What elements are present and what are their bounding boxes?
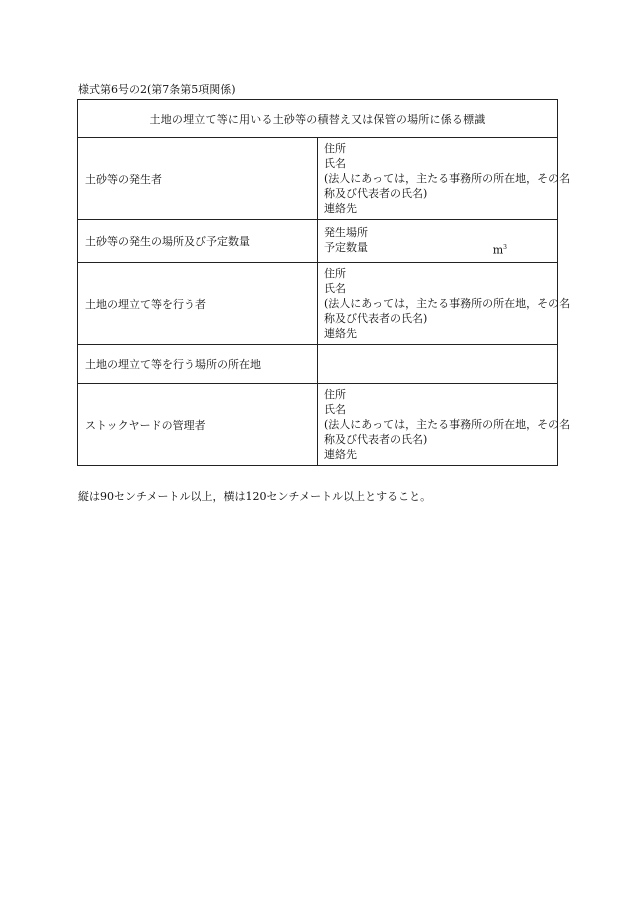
landfiller-contact: 連絡先 — [324, 327, 357, 340]
generator-details — [318, 138, 571, 220]
origin-details — [318, 220, 558, 263]
landfiller-details — [318, 263, 571, 345]
landfiller-label: 土地の埋立て等を行う者 — [78, 263, 318, 345]
row-origin — [78, 220, 558, 263]
landfiller-corp-note-1: (法人にあっては，主たる事務所の所在地，その名 — [324, 297, 571, 310]
cubic-meter-unit: $m^3$ — [492, 243, 507, 257]
form-number: 様式第6号の2(第7条第5項関係) — [78, 83, 236, 96]
title-row — [78, 100, 558, 138]
row-generator — [78, 138, 558, 220]
generator-address: 住所 — [324, 142, 346, 155]
stockyard-corp-note-1: (法人にあっては，主たる事務所の所在地，その名 — [324, 418, 571, 431]
location-value — [318, 345, 558, 384]
location-label: 土地の埋立て等を行う場所の所在地 — [78, 345, 318, 384]
landfiller-address: 住所 — [324, 267, 346, 280]
generator-contact: 連絡先 — [324, 202, 357, 215]
landfiller-corp-note-2: 称及び代表者の氏名) — [324, 312, 428, 325]
stockyard-details — [318, 384, 571, 466]
stockyard-address: 住所 — [324, 388, 346, 401]
origin-place: 発生場所 — [324, 225, 368, 239]
origin-quantity-line — [324, 240, 552, 258]
stockyard-corp-note-2: 称及び代表者の氏名) — [324, 433, 428, 446]
generator-corp-note-2: 称及び代表者の氏名) — [324, 187, 428, 200]
origin-label: 土砂等の発生の場所及び予定数量 — [78, 220, 318, 263]
generator-corp-note-1: (法人にあっては，主たる事務所の所在地，その名 — [324, 172, 571, 185]
stockyard-contact: 連絡先 — [324, 448, 357, 461]
row-location — [78, 345, 558, 384]
size-note: 縦は90センチメートル以上，横は120センチメートル以上とすること。 — [78, 490, 432, 503]
origin-quantity: 予定数量 — [324, 240, 368, 254]
stockyard-label: ストックヤードの管理者 — [78, 384, 318, 466]
generator-label: 土砂等の発生者 — [78, 138, 318, 220]
landfiller-name: 氏名 — [324, 282, 346, 295]
row-stockyard — [78, 384, 558, 466]
sign-table — [77, 99, 571, 466]
sign-title: 土地の埋立て等に用いる土砂等の積替え又は保管の場所に係る標識 — [78, 100, 558, 138]
stockyard-name: 氏名 — [324, 403, 346, 416]
generator-name: 氏名 — [324, 157, 346, 170]
row-landfiller — [78, 263, 558, 345]
